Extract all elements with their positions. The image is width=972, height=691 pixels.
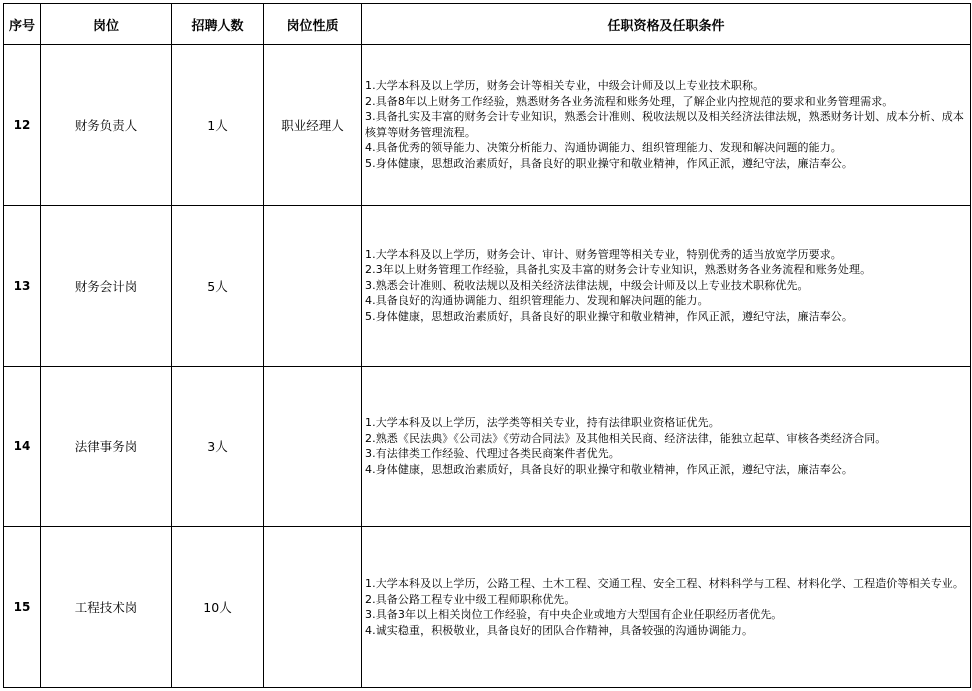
requirement-line: 1.大学本科及以上学历，法学类等相关专业，持有法律职业资格证优先。 (365, 416, 720, 430)
table-row (4, 366, 971, 527)
requirement-line: 5.身体健康，思想政治素质好，具备良好的职业操守和敬业精神，作风正派，遵纪守法，廉洁奉公。 (365, 156, 853, 170)
requirement-line: 3.具备3年以上相关岗位工作经验，有中央企业或地方大型国有企业任职经历者优先。 (365, 608, 783, 622)
row-position: 法律事务岗 (41, 366, 172, 527)
requirement-line: 1.大学本科及以上学历，公路工程、土木工程、交通工程、安全工程、材料科学与工程、材料化学、工程造价等相关专业。 (365, 577, 964, 591)
row-seq: 14 (4, 366, 41, 527)
row-position: 工程技术岗 (41, 527, 172, 688)
row-seq: 12 (4, 45, 41, 206)
recruitment-table (3, 3, 971, 688)
row-requirements (362, 366, 971, 527)
requirement-line: 2.具备8年以上财务工作经验，熟悉财务各业务流程和账务处理，了解企业内控规范的要求和业务管理需求。 (365, 94, 894, 108)
row-seq: 15 (4, 527, 41, 688)
requirement-line: 3.有法律类工作经验、代理过各类民商案件者优先。 (365, 447, 620, 461)
requirement-line: 4.诚实稳重，积极敬业，具备良好的团队合作精神，具备较强的沟通协调能力。 (365, 623, 754, 637)
table-row (4, 527, 971, 688)
requirement-line: 2.熟悉《民法典》《公司法》《劳动合同法》及其他相关民商、经济法律，能独立起草、审核各类经济合同。 (365, 431, 887, 445)
row-count: 10人 (172, 527, 264, 688)
header-position: 岗位 (41, 4, 172, 45)
row-nature (264, 205, 362, 366)
requirement-line: 5.身体健康，思想政治素质好，具备良好的职业操守和敬业精神，作风正派，遵纪守法，廉洁奉公。 (365, 309, 853, 323)
requirement-line: 1.大学本科及以上学历，财务会计等相关专业，中级会计师及以上专业技术职称。 (365, 79, 765, 93)
row-nature (264, 366, 362, 527)
row-requirements (362, 45, 971, 206)
row-nature: 职业经理人 (264, 45, 362, 206)
row-count: 1人 (172, 45, 264, 206)
header-nature: 岗位性质 (264, 4, 362, 45)
requirement-line: 2.具备公路工程专业中级工程师职称优先。 (365, 592, 576, 606)
table-row (4, 45, 971, 206)
requirement-line: 3.具备扎实及丰富的财务会计专业知识，熟悉会计准则、税收法规以及相关经济法律法规，熟悉财务计划、成本分析、成本核算等财务管理流程。 (365, 110, 964, 139)
header-count: 招聘人数 (172, 4, 264, 45)
requirement-line: 4.具备优秀的领导能力、决策分析能力、沟通协调能力、组织管理能力、发现和解决问题的能力。 (365, 141, 842, 155)
row-seq: 13 (4, 205, 41, 366)
header-seq: 序号 (4, 4, 41, 45)
row-requirements (362, 205, 971, 366)
row-requirements (362, 527, 971, 688)
requirement-line: 2.3年以上财务管理工作经验，具备扎实及丰富的财务会计专业知识，熟悉财务各业务流程和账务处理。 (365, 263, 872, 277)
requirement-line: 1.大学本科及以上学历，财务会计、审计、财务管理等相关专业，特别优秀的适当放宽学历要求。 (365, 247, 842, 261)
table-row (4, 205, 971, 366)
row-nature (264, 527, 362, 688)
row-position: 财务会计岗 (41, 205, 172, 366)
row-count: 3人 (172, 366, 264, 527)
header-requirements: 任职资格及任职条件 (362, 4, 971, 45)
requirement-line: 3.熟悉会计准则、税收法规以及相关经济法律法规，中级会计师及以上专业技术职称优先。 (365, 278, 809, 292)
row-position: 财务负责人 (41, 45, 172, 206)
header-row (4, 4, 971, 45)
requirement-line: 4.身体健康，思想政治素质好，具备良好的职业操守和敬业精神，作风正派，遵纪守法，廉洁奉公。 (365, 462, 853, 476)
requirement-line: 4.具备良好的沟通协调能力、组织管理能力、发现和解决问题的能力。 (365, 294, 709, 308)
row-count: 5人 (172, 205, 264, 366)
